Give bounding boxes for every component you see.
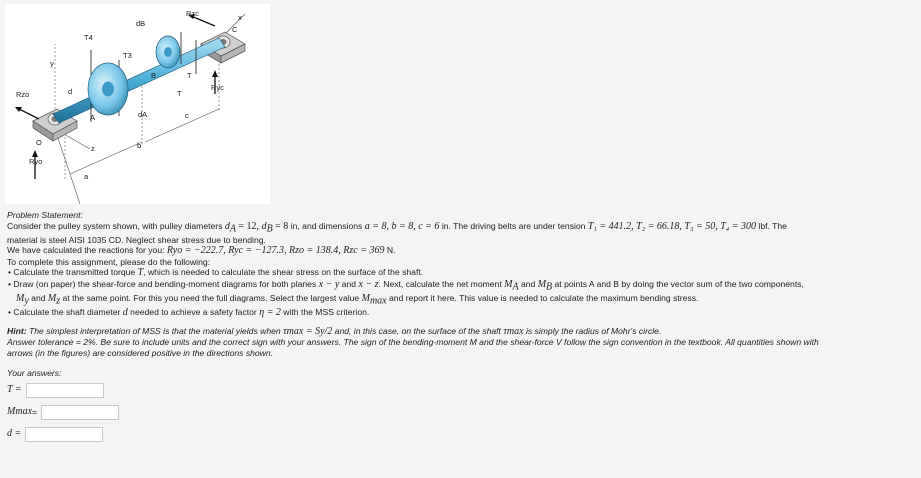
bullet-text: and	[518, 278, 538, 289]
tension-values: T₁ = 441.2, T₂ = 66.18, T₃ = 50, T₄ = 300	[587, 220, 757, 232]
Mmax-answer-label-sub: max	[15, 406, 33, 418]
problem-content	[7, 210, 912, 445]
d-answer-input[interactable]	[25, 427, 103, 442]
label-y: y	[50, 59, 54, 68]
bullet-text: . Next, calculate the net moment	[378, 278, 505, 289]
reaction-values: Ryo = −222.7, Ryc = −127.3, Rzo = 138.4, Rzc = 369	[166, 245, 385, 257]
label-T3: T3	[123, 51, 132, 60]
hint-text: is simply the radius of Mohr's circle.	[523, 325, 662, 336]
bullet-text: Calculate the transmitted torque	[13, 267, 138, 278]
Mmax-answer-label-symbol: M	[7, 406, 16, 418]
label-b: b	[137, 141, 142, 150]
pulley-a	[88, 63, 128, 115]
statement-text: in. The driving belts are under tension	[439, 220, 588, 231]
MB-sub: B	[546, 281, 553, 293]
dB-symbol: d	[261, 220, 267, 232]
safety-factor: η = 2	[259, 307, 281, 319]
plane-xz: x − z	[358, 278, 379, 290]
statement-line1	[7, 221, 912, 235]
Mmax-sub: max	[369, 295, 387, 307]
MB-symbol: M	[537, 278, 547, 290]
label-Rzc: Rzc	[186, 9, 199, 18]
diameter-symbol: d	[122, 307, 128, 319]
label-Rzo: Rzo	[16, 90, 30, 99]
dA-symbol: d	[224, 220, 230, 232]
label-dB: dB	[136, 19, 146, 28]
bullet-torque: • Calculate the transmitted torque T, which is needed to calculate the shear stress on the surface of the shaft.	[8, 267, 424, 279]
label-x: x	[238, 13, 242, 22]
bullet-text: with the MSS criterion.	[280, 307, 370, 318]
bullet-text: at points A and B by doing the vector sum of the two components,	[552, 278, 804, 289]
My-symbol: M	[16, 292, 25, 304]
statement-text: in, and dimensions	[288, 220, 365, 231]
bullet-diameter: • Calculate the shaft diameter d needed to achieve a safety factor η = 2 with the MSS criterion.	[8, 307, 370, 319]
Mmax-answer-input[interactable]	[41, 405, 119, 420]
bullet-text: , which is needed to calculate the shear stress on the surface of the shaft.	[143, 267, 424, 278]
hint-line1	[7, 326, 912, 338]
dB-sub: B	[266, 223, 273, 235]
label-a: a	[84, 172, 89, 181]
label-T4: T4	[84, 33, 93, 42]
todo-line: To complete this assignment, please do the following:	[7, 256, 211, 267]
hint-line2: Answer tolerance = 2%. Be sure to include units and the correct sign with your answers. The sign of the bending-moment M and the shear-force V follow the sign convention in the textbook. All quantities shown with	[7, 337, 819, 348]
label-A: A	[90, 113, 96, 122]
label-O: O	[36, 138, 42, 147]
dimensions-values: a = 8, b = 8, c = 6	[364, 220, 440, 232]
dB-value: = 8	[272, 220, 289, 232]
MA-sub: A	[512, 281, 519, 293]
label-z: z	[91, 144, 95, 153]
reactions-line	[7, 245, 912, 257]
bullet-text: Calculate the shaft diameter	[13, 307, 123, 318]
tau-symbol: τmax	[503, 325, 524, 337]
bullet-text: Draw (on paper) the shear-force and bending-moment diagrams for both planes	[13, 278, 319, 289]
bullet-text: at the same point. For this you need the full diagrams. Select the largest value	[60, 292, 362, 303]
tau-equation: τmax = Sy/2	[283, 325, 333, 337]
answer-row-T	[7, 381, 912, 401]
label-C: C	[232, 25, 238, 34]
hint-line3: arrows (in the figures) are considered positive in the directions shown.	[7, 347, 274, 358]
Mz-sub: z	[56, 295, 61, 307]
T-answer-label: T =	[7, 384, 22, 396]
statement-line2: material is steel AISI 1035 CD. Neglect shear stress due to bending.	[7, 234, 266, 245]
reactions-unit: N.	[384, 245, 396, 256]
label-d: d	[68, 87, 73, 96]
label-dA: dA	[138, 110, 148, 119]
bullet-moment: • Draw (on paper) the shear-force and bending-moment diagrams for both planes x − y and x − z. Next, calculate the net moment $M_A$ and $M_B$ at points A and B by doing the vector sum of the two components, $M_y$ and $M_z$ at the same point. For this you need the full diagrams. Select the largest value $M_{max}$ and report it here. This value is needed to calculate the maximum bending stress.	[8, 278, 804, 307]
statement-text: Consider the pulley system shown, with pulley diameters	[7, 220, 223, 231]
answers-title: Your answers:	[7, 368, 62, 379]
d-answer-label: d =	[7, 428, 22, 440]
Mz-symbol: M	[47, 292, 57, 304]
hint-text: and, in this case, on the surface of the shaft	[332, 325, 504, 336]
answer-row-d	[7, 425, 912, 445]
answer-row-Mmax	[7, 403, 912, 423]
MA-symbol: M	[504, 278, 513, 290]
label-Ryc: Ryc	[211, 83, 224, 92]
hint-label: Hint:	[7, 325, 27, 336]
statement-text: lbf. The	[756, 220, 787, 231]
bullet-text: and report it here. This value is needed to calculate the maximum bending stress.	[386, 292, 699, 303]
torque-symbol: T	[137, 267, 144, 279]
dA-value: = 12,	[235, 220, 262, 232]
plane-xy: x − y	[318, 278, 340, 290]
Mmax-answer-label-eq: =	[32, 407, 38, 418]
reactions-text: We have calculated the reactions for you:	[7, 245, 167, 256]
label-T1: T	[177, 89, 182, 98]
pulley-system-figure	[5, 4, 270, 204]
label-c: c	[185, 111, 189, 120]
bullet-text: and	[28, 292, 48, 303]
label-B: B	[151, 71, 157, 80]
bullet-text: and	[339, 278, 359, 289]
My-sub: y	[24, 295, 29, 307]
bullet-text: needed to achieve a safety factor	[127, 307, 260, 318]
label-T2: T	[187, 71, 192, 80]
label-Ryo: Ryo	[29, 157, 43, 166]
dA-sub: A	[229, 223, 236, 235]
pulley-b	[156, 36, 180, 68]
T-answer-input[interactable]	[26, 383, 104, 398]
problem-heading: Problem Statement:	[7, 210, 83, 220]
Mmax-symbol: M	[361, 292, 370, 304]
hint-text: The simplest interpretation of MSS is that the material yields when	[26, 325, 284, 336]
